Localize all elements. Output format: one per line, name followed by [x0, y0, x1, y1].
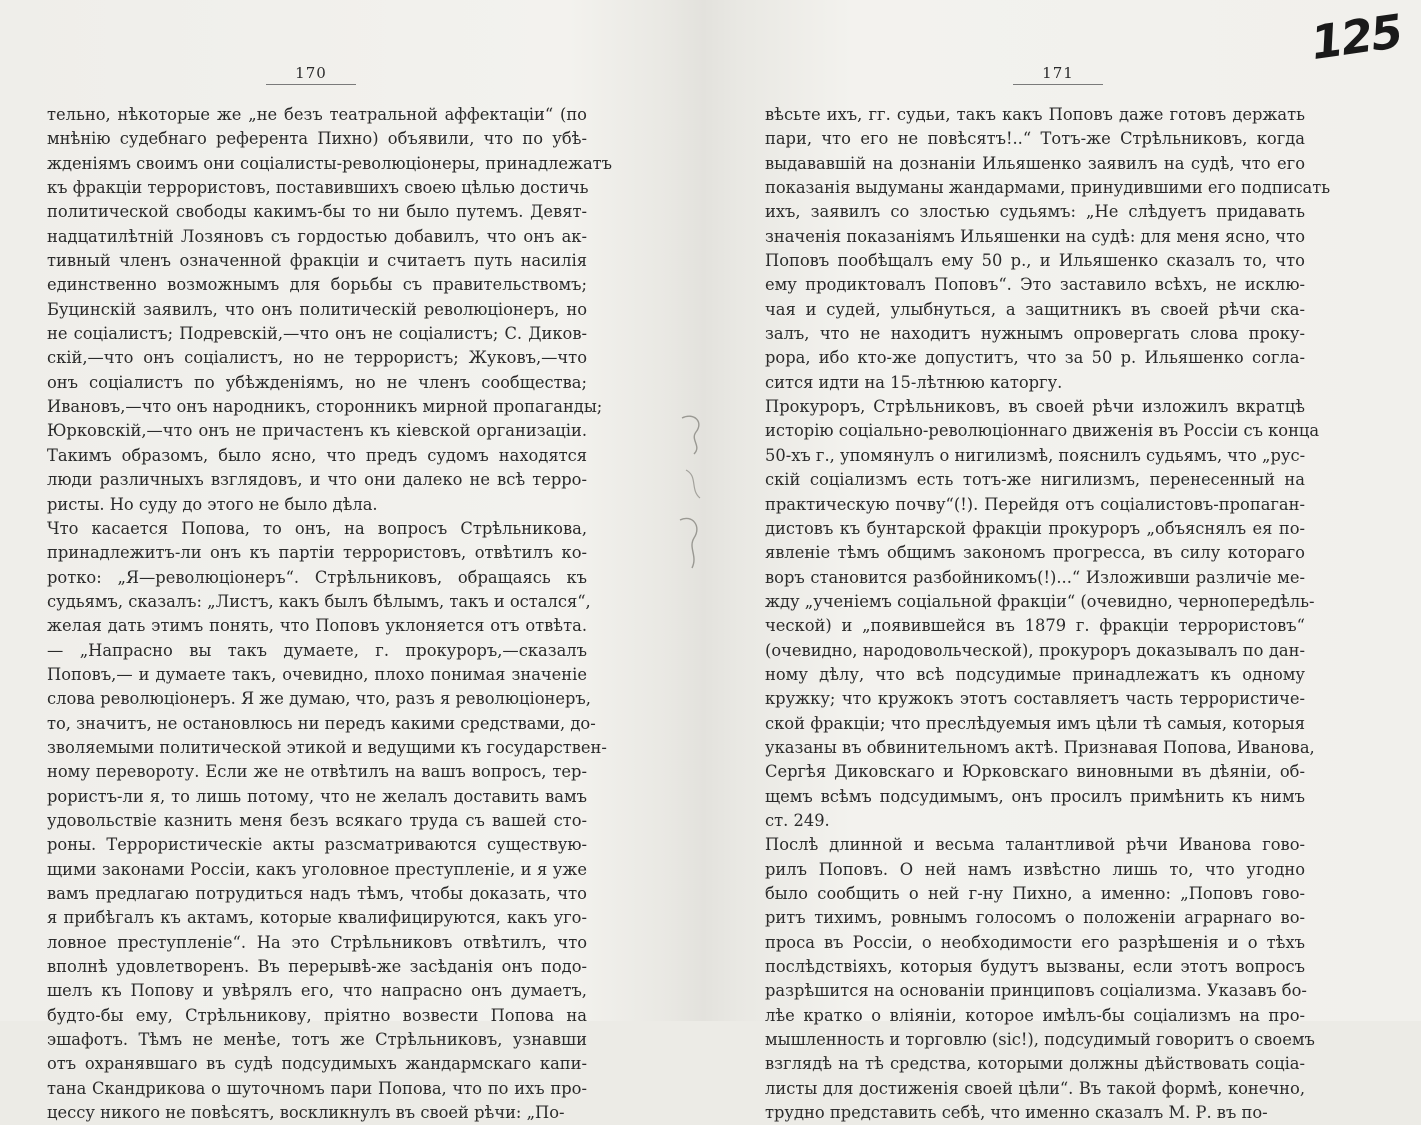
- text-line: мышленность и торговлю (sic!), подсудимый говоритъ о своемъ: [765, 1030, 1315, 1050]
- text-line: цессу никого не повѣсятъ, воскликнулъ въ своей рѣчи: „По-: [47, 1103, 565, 1123]
- text-line: мнѣнію судебнаго референта Пихно) объявили, что по убѣ-: [47, 129, 587, 149]
- text-line: не соціалистъ; Подревскій,—что онъ не соціалистъ; С. Диков-: [47, 324, 587, 344]
- text-line: щемъ всѣмъ подсудимымъ, онъ просилъ примѣнить къ нимъ: [765, 786, 1305, 806]
- text-line: вамъ предлагаю потрудиться надъ тѣмъ, чтобы доказать, что: [47, 884, 587, 903]
- text-line: 50-хъ г., упомянулъ о нигилизмѣ, пояснилъ судьямъ, что „рус-: [765, 445, 1306, 465]
- text-line: единственно возможнымъ для борьбы съ правительствомъ;: [47, 275, 587, 295]
- text-line: желая дать этимъ понять, что Поповъ уклоняется отъ отвѣта.: [47, 616, 587, 636]
- text-line: лѣе кратко о вліяніи, которое имѣлъ-бы соціализмъ на про-: [765, 1005, 1305, 1025]
- text-line: рористъ-ли я, то лишь потому, что не желалъ доставить вамъ: [47, 786, 587, 806]
- text-line: проса въ Россіи, о необходимости его разрѣшенія и о тѣхъ: [765, 932, 1305, 952]
- text-line: чая и судей, улыбнуться, а защитникъ въ своей рѣчи ска-: [765, 299, 1305, 319]
- text-line: показанія выдуманы жандармами, принудившими его подписать: [765, 178, 1331, 198]
- text-line: дистовъ къ бунтарской фракціи прокуроръ „объяснялъ ея по-: [765, 518, 1305, 538]
- text-line: Что касается Попова, то онъ, на вопросъ Стрѣльникова,: [47, 518, 587, 538]
- text-line: залъ, что не находитъ нужнымъ опровергать слова проку-: [765, 324, 1305, 344]
- text-line: будто-бы ему, Стрѣльникову, пріятно возвести Попова на: [47, 1005, 587, 1025]
- text-line: вѣсьте ихъ, гг. судьи, такъ какъ Поповъ даже готовъ держать: [765, 105, 1305, 124]
- text-line: Поповъ,— и думаете такъ, очевидно, плохо понимая значеніе: [47, 664, 587, 684]
- text-line: ему продиктовалъ Поповъ“. Это заставило всѣхъ, не исклю-: [765, 275, 1305, 295]
- text-line: рилъ Поповъ. О ней намъ извѣстно лишь то, что угодно: [765, 859, 1305, 879]
- text-line: роны. Террористическіе акты разсматриваются существую-: [47, 835, 587, 855]
- text-line: листы для достиженія своей цѣли“. Въ такой формѣ, конечно,: [765, 1078, 1305, 1098]
- text-line: Послѣ длинной и весьма талантливой рѣчи Иванова гово-: [765, 835, 1305, 855]
- page-text: [765, 103, 1331, 1125]
- text-line: люди различныхъ взглядовъ, и что они далеко не всѣ терро-: [47, 470, 587, 490]
- text-line: къ фракціи террористовъ, поставившихъ своею цѣлью достичь: [47, 178, 589, 198]
- text-line: ловное преступленіе“. На это Стрѣльниковъ отвѣтилъ, что: [47, 932, 587, 952]
- text-line: Такимъ образомъ, было ясно, что предъ судомъ находятся: [47, 445, 587, 465]
- text-line: жду „ученіемъ соціальной фракціи“ (очевидно, чернопередѣль-: [765, 591, 1315, 611]
- text-line: пари, что его не повѣсятъ!..“ Тотъ-же Стрѣльниковъ, когда: [765, 129, 1305, 149]
- text-line: Прокуроръ, Стрѣльниковъ, въ своей рѣчи изложилъ вкратцѣ: [765, 397, 1305, 417]
- page-number: 170: [266, 64, 356, 85]
- text-line: было сообщить о ней г-ну Пихно, а именно: „Поповъ гово-: [765, 884, 1305, 903]
- text-line: зволяемыми политической этикой и ведущими къ государствен-: [47, 737, 607, 757]
- text-line: тельно, нѣкоторые же „не безъ театральной аффектаціи“ (по: [47, 105, 587, 124]
- text-line: скій соціализмъ есть тотъ-же нигилизмъ, перенесенный на: [765, 470, 1305, 490]
- handwritten-archive-number: 125: [1307, 3, 1405, 71]
- text-line: то, значитъ, не остановлюсь ни передъ какими средствами, до-: [47, 713, 596, 733]
- text-line: Поповъ пообѣщалъ ему 50 р., и Ильяшенко сказалъ то, что: [765, 251, 1305, 271]
- text-line: надцатилѣтній Лозяновъ съ гордостью добавилъ, что онъ ак-: [47, 226, 587, 246]
- right-page: [725, 0, 1421, 1123]
- text-line: ской фракціи; что преслѣдуемыя имъ цѣли тѣ самыя, которыя: [765, 713, 1305, 733]
- left-page: [0, 0, 700, 1123]
- torn-paper-mark: [672, 410, 712, 580]
- text-line: ческой) и „появившейся въ 1879 г. фракціи террористовъ“: [765, 616, 1305, 636]
- text-line: ихъ, заявилъ со злостью судьямъ: „Не слѣдуетъ придавать: [765, 202, 1305, 222]
- text-line: эшафотъ. Тѣмъ не менѣе, тотъ же Стрѣльниковъ, узнавши: [47, 1030, 587, 1050]
- text-line: онъ соціалистъ по убѣжденіямъ, но не членъ сообщества;: [47, 372, 587, 392]
- text-line: отъ охранявшаго въ судѣ подсудимыхъ жандармскаго капи-: [47, 1054, 587, 1074]
- text-line: послѣдствіяхъ, которыя будутъ вызваны, если этотъ вопросъ: [765, 957, 1305, 977]
- text-line: (очевидно, народовольческой), прокуроръ доказывалъ по дан-: [765, 640, 1305, 660]
- text-line: вполнѣ удовлетворенъ. Въ перерывѣ-же засѣданія онъ подо-: [47, 957, 587, 977]
- text-line: явленіе тѣмъ общимъ закономъ прогресса, въ силу котораго: [765, 543, 1305, 563]
- text-line: ст. 249.: [765, 810, 830, 830]
- text-line: кружку; что кружокъ этотъ составляетъ часть террористиче-: [765, 689, 1305, 709]
- text-line: судьямъ, сказалъ: „Листъ, какъ былъ бѣлымъ, такъ и остался“,: [47, 591, 591, 611]
- text-line: значенія показаніямъ Ильяшенки на судѣ: для меня ясно, что: [765, 226, 1305, 246]
- text-line: Буцинскій заявилъ, что онъ политическій революціонеръ, но: [47, 299, 587, 319]
- text-line: взглядѣ на тѣ средства, которыми должны дѣйствовать соціа-: [765, 1054, 1305, 1074]
- text-line: тивный членъ означенной фракціи и считаетъ путь насилія: [47, 251, 587, 271]
- text-line: ристы. Но суду до этого не было дѣла.: [47, 494, 378, 514]
- page-text: [47, 103, 613, 1125]
- text-line: указаны въ обвинительномъ актѣ. Признавая Попова, Иванова,: [765, 737, 1315, 757]
- text-line: политической свободы какимъ-бы то ни было путемъ. Девят-: [47, 202, 587, 222]
- text-line: Сергѣя Диковскаго и Юрковскаго виновными въ дѣяніи, об-: [765, 762, 1305, 782]
- page-number: 171: [1013, 64, 1103, 85]
- text-line: я прибѣгалъ къ актамъ, которые квалифицируются, какъ уго-: [47, 908, 587, 928]
- text-line: щими законами Россіи, какъ уголовное преступленіе, и я уже: [47, 859, 587, 879]
- text-line: сится идти на 15-лѣтнюю каторгу.: [765, 372, 1063, 392]
- text-line: рора, ибо кто-же допуститъ, что за 50 р. Ильяшенко согла-: [765, 348, 1305, 368]
- text-line: шелъ къ Попову и увѣрялъ его, что напрасно онъ думаетъ,: [47, 981, 587, 1001]
- text-line: — „Напрасно вы такъ думаете, г. прокуроръ,—сказалъ: [47, 640, 587, 660]
- text-line: скій,—что онъ соціалистъ, но не террористъ; Жуковъ,—что: [47, 348, 587, 368]
- text-line: Ивановъ,—что онъ народникъ, сторонникъ мирной пропаганды;: [47, 397, 603, 417]
- text-line: ному перевороту. Если же не отвѣтилъ на вашъ вопросъ, тер-: [47, 762, 587, 782]
- text-line: слова революціонеръ. Я же думаю, что, разъ я революціонеръ,: [47, 689, 591, 709]
- text-line: выдававшій на дознаніи Ильяшенко заявилъ на судѣ, что его: [765, 153, 1305, 173]
- text-line: разрѣшится на основаніи принциповъ соціализма. Указавъ бо-: [765, 981, 1307, 1001]
- text-line: исторію соціально-революціоннаго движенія въ Россіи съ конца: [765, 421, 1320, 441]
- text-line: Юрковскій,—что онъ не причастенъ къ кіевской организаціи.: [47, 421, 587, 441]
- text-line: жденіямъ своимъ они соціалисты-революціонеры, принадлежатъ: [47, 153, 613, 173]
- text-line: трудно представить себѣ, что именно сказалъ М. Р. въ по-: [765, 1103, 1268, 1123]
- text-line: ротко: „Я—революціонеръ“. Стрѣльниковъ, обращаясь къ: [47, 567, 587, 587]
- text-line: тана Скандрикова о шуточномъ пари Попова, что по ихъ про-: [47, 1078, 587, 1098]
- text-line: принадлежитъ-ли онъ къ партіи террористовъ, отвѣтилъ ко-: [47, 543, 587, 563]
- text-line: ному дѣлу, что всѣ подсудимые принадлежатъ къ одному: [765, 664, 1305, 684]
- text-line: ритъ тихимъ, ровнымъ голосомъ о положеніи аграрнаго во-: [765, 908, 1305, 928]
- text-line: удовольствіе казнить меня безъ всякаго труда съ вашей сто-: [47, 810, 587, 830]
- text-line: воръ становится разбойникомъ(!)...“ Изложивши различіе ме-: [765, 567, 1305, 587]
- text-line: практическую почву“(!). Перейдя отъ соціалистовъ-пропаган-: [765, 494, 1305, 514]
